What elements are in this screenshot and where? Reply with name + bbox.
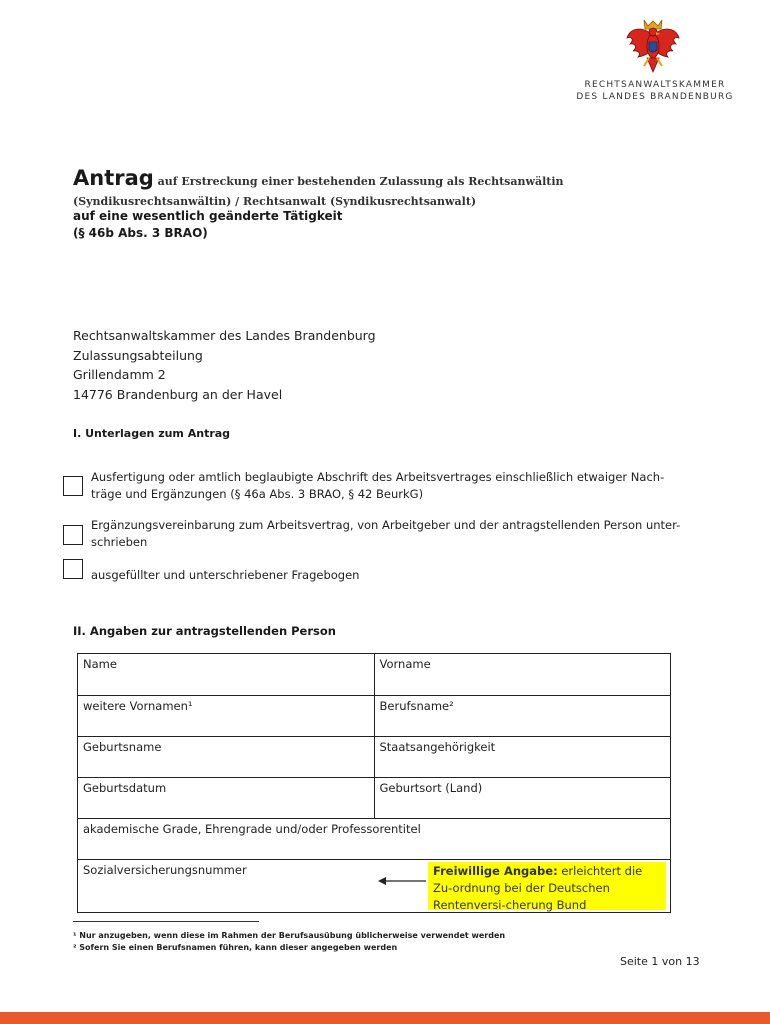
- checkbox-fragebogen[interactable]: [63, 559, 83, 579]
- table-row: [78, 695, 670, 736]
- org-line-2: DES LANDES BRANDENBURG: [576, 92, 734, 102]
- checkbox-arbeitsvertrag[interactable]: [63, 476, 83, 496]
- field-geburtsort[interactable]: Geburtsort (Land): [374, 778, 671, 818]
- hint-text: erleichtert die Zu-ordnung bei der Deutschen Rentenversi-cherung Bund: [433, 864, 643, 912]
- arrow-left-icon: [378, 876, 426, 886]
- footnote-2: ² Sofern Sie einen Berufsnamen führen, kann dieser angegeben werden: [73, 943, 398, 952]
- field-akademische-grade[interactable]: akademische Grade, Ehrengrade und/oder Professorentitel: [83, 822, 421, 836]
- document-title: [73, 166, 713, 190]
- address-line-1: Rechtsanwaltskammer des Landes Brandenburg: [73, 328, 376, 343]
- address-line-4: 14776 Brandenburg an der Havel: [73, 387, 283, 402]
- checkbox-label-ergaenzungsvereinbarung: Ergänzungsvereinbarung zum Arbeitsvertrag, von Arbeitgeber und der antragstellenden Person unter- schrieben: [91, 518, 681, 549]
- field-geburtsname[interactable]: Geburtsname: [83, 740, 162, 754]
- org-line-1: RECHTSANWALTSKAMMER: [584, 80, 726, 90]
- field-sozialversicherungsnummer[interactable]: Sozialversicherungsnummer: [83, 863, 247, 877]
- checkbox-label-arbeitsvertrag: Ausfertigung oder amtlich beglaubigte Abschrift des Arbeitsvertrages einschließlich etwaiger Nach- träge und Ergänzungen (§ 46a Abs. 3 BRAO, § 42 BeurkG): [91, 470, 665, 501]
- section-2-heading: II. Angaben zur antragstellenden Person: [73, 624, 336, 638]
- page-number: Seite 1 von 13: [620, 955, 700, 968]
- organization-name: [560, 79, 750, 103]
- eagle-coat-of-arms-icon: [624, 18, 682, 80]
- title-main: Antrag: [73, 166, 154, 190]
- checkbox-label-fragebogen: ausgefüllter und unterschriebener Fragebogen: [91, 568, 360, 582]
- voluntary-info-hint: [428, 862, 666, 910]
- field-geburtsdatum[interactable]: Geburtsdatum: [83, 781, 167, 795]
- field-berufsname[interactable]: Berufsname²: [374, 696, 671, 736]
- address-line-3: Grillendamm 2: [73, 367, 166, 382]
- person-data-table: [77, 653, 671, 913]
- field-name[interactable]: Name: [83, 657, 117, 671]
- checkbox-ergaenzungsvereinbarung[interactable]: [63, 525, 83, 545]
- title-line-2: (Syndikusrechtsanwältin) / Rechtsanwalt (Syndikusrechtsanwalt): [73, 195, 477, 208]
- table-row: [78, 654, 670, 695]
- table-row: [78, 818, 670, 859]
- footer-accent-bar: [0, 1012, 770, 1024]
- title-rest: auf Erstreckung einer bestehenden Zulassung als Rechtsanwältin: [153, 175, 564, 188]
- footnote-divider: [73, 921, 259, 922]
- field-weitere-vornamen[interactable]: weitere Vornamen¹: [83, 699, 193, 713]
- footnote-1: ¹ Nur anzugeben, wenn diese im Rahmen der Berufsausübung üblicherweise verwendet werden: [73, 931, 506, 940]
- title-line-3: auf eine wesentlich geänderte Tätigkeit: [73, 209, 343, 223]
- section-1-heading: I. Unterlagen zum Antrag: [73, 427, 231, 440]
- table-row: [78, 736, 670, 777]
- address-line-2: Zulassungsabteilung: [73, 348, 203, 363]
- title-line-4: (§ 46b Abs. 3 BRAO): [73, 226, 208, 240]
- hint-bold: Freiwillige Angabe:: [433, 864, 558, 878]
- table-row: [78, 859, 670, 912]
- field-vorname[interactable]: Vorname: [374, 654, 671, 695]
- field-staatsangehoerigkeit[interactable]: Staatsangehörigkeit: [374, 737, 671, 777]
- table-row: [78, 777, 670, 818]
